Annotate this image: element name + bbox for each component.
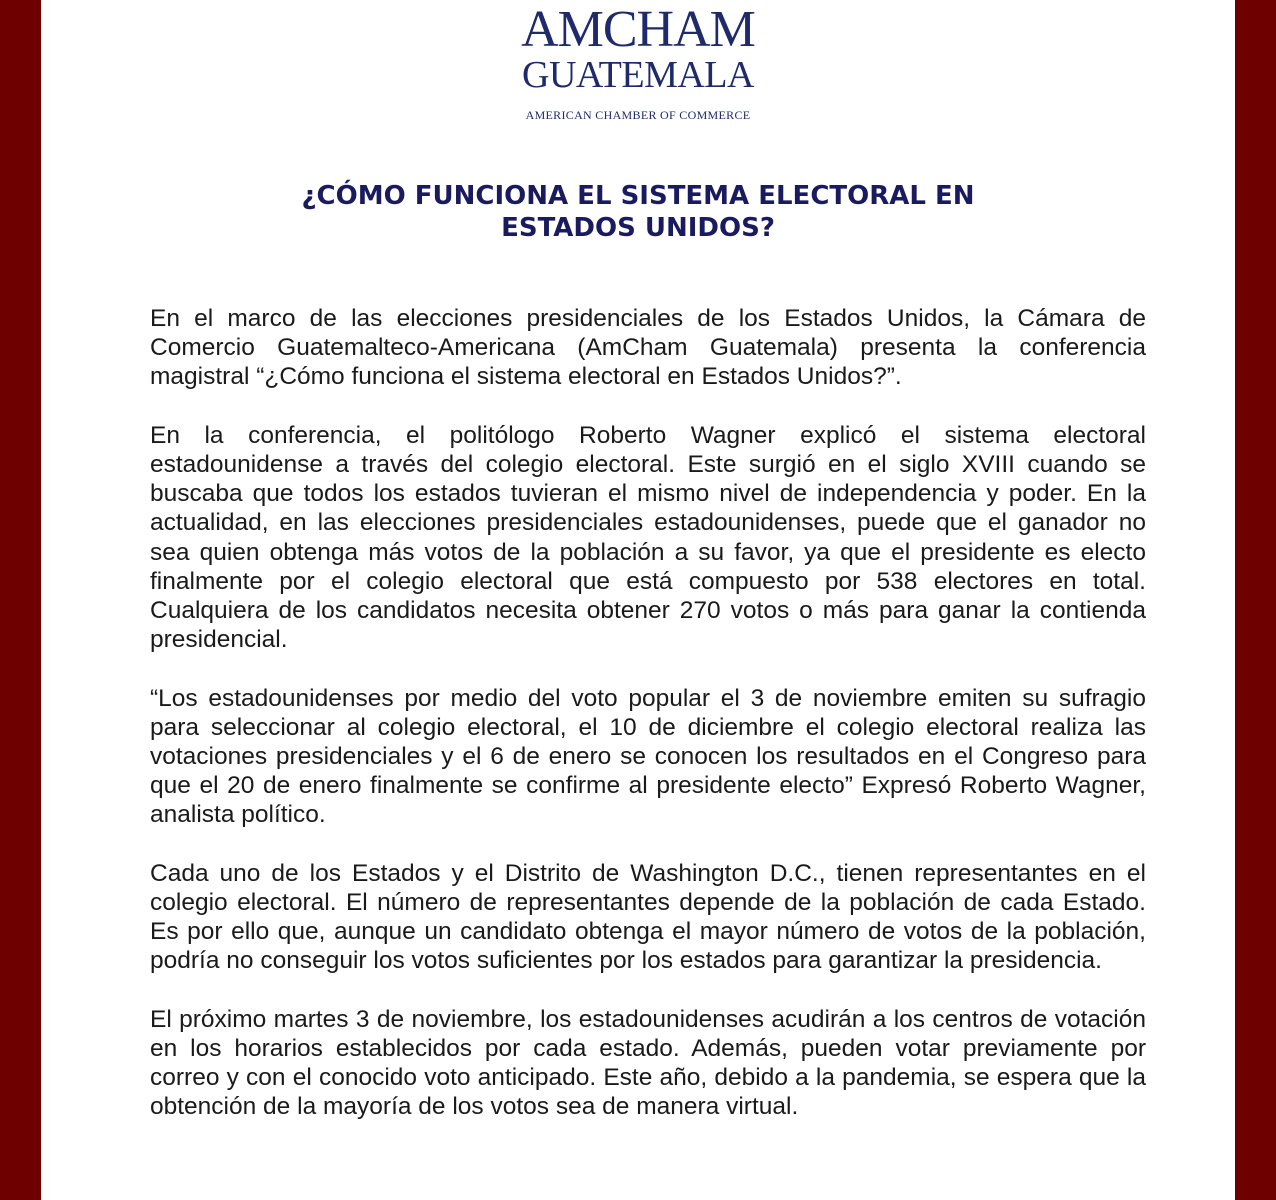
logo-wordmark-guatemala: GUATEMALA (522, 54, 754, 96)
paragraph: En el marco de las elecciones presidenciales de los Estados Unidos, la Cámara de Comercio Guatemalteco-Americana (AmCham Guatemala) presenta la conferencia magistral “¿Cómo funciona el sistema electoral en Estados Unidos?”. (150, 305, 1146, 391)
paragraph: “Los estadounidenses por medio del voto popular el 3 de noviembre emiten su sufragio para seleccionar al colegio electoral, el 10 de diciembre el colegio electoral realiza las votaciones presidenciales y el 6 de enero se conocen los resultados en el Congreso para que el 20 de enero finalmente se confirme al presidente electo” Expresó Roberto Wagner, analista político. (150, 684, 1146, 829)
title-line-2: ESTADOS UNIDOS? (501, 213, 775, 243)
logo-tagline: AMERICAN CHAMBER OF COMMERCE (525, 108, 751, 122)
title-line-1: ¿CÓMO FUNCIONA EL SISTEMA ELECTORAL EN (301, 181, 975, 211)
document-page (41, 0, 1235, 1200)
paragraph: En la conferencia, el politólogo Roberto Wagner explicó el sistema electoral estadounidense a través del colegio electoral. Este surgió en el siglo XVIII cuando se buscaba que todos los estados tuvieran el mismo nivel de independencia y poder. En la actualidad, en las elecciones presidenciales estadounidenses, puede que el ganador no sea quien obtenga más votos de la población a su favor, ya que el presidente es electo finalmente por el colegio electoral que está compuesto por 538 electores en total. Cualquiera de los candidatos necesita obtener 270 votos o más para ganar la contienda presidencial. (150, 421, 1146, 654)
document-title (41, 180, 1235, 244)
amcham-logo (41, 1, 1235, 123)
logo-wordmark-amcham: AMCHAM (521, 1, 755, 58)
paragraph: El próximo martes 3 de noviembre, los estadounidenses acudirán a los centros de votación en los horarios establecidos por cada estado. Además, pueden votar previamente por correo y con el conocido voto anticipado. Este año, debido a la pandemia, se espera que la obtención de la mayoría de los votos sea de manera virtual. (150, 1005, 1146, 1121)
paragraph: Cada uno de los Estados y el Distrito de Washington D.C., tienen representantes en el colegio electoral. El número de representantes depende de la población de cada Estado. Es por ello que, aunque un candidato obtenga el mayor número de votos de la población, podría no conseguir los votos suficientes por los estados para garantizar la presidencia. (150, 859, 1146, 975)
document-body (150, 304, 1146, 1151)
